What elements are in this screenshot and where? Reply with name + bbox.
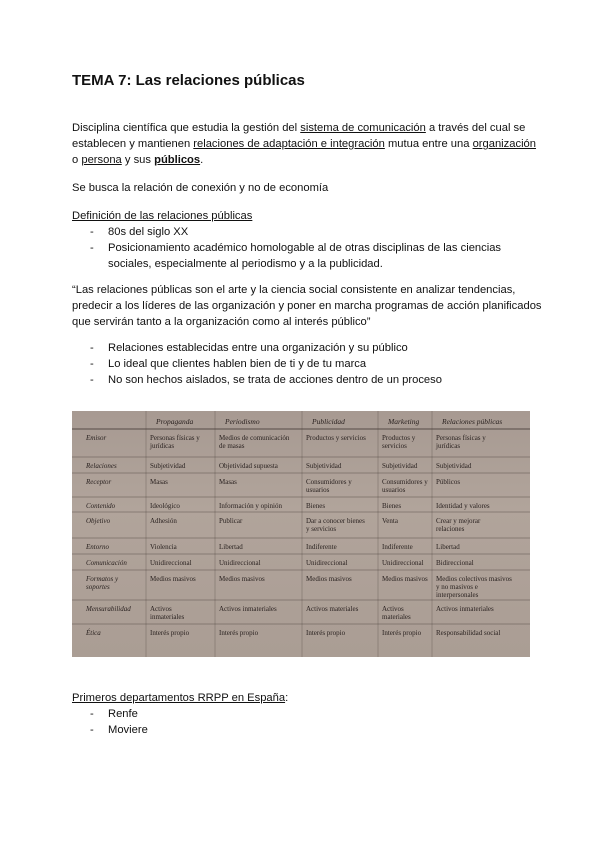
row-label: Comunicación [86,559,127,567]
row-label: Relaciones [86,462,117,470]
table-header: Propaganda [156,417,194,426]
comparison-table-photo [72,411,530,657]
term-relaciones-adaptacion: relaciones de adaptación e integración [193,138,385,150]
table-cell: Medios masivos [219,575,265,583]
term-publicos: públicos [154,154,201,166]
page-title: TEMA 7: Las relaciones públicas [72,72,305,89]
table-cell: Bidireccional [436,559,474,567]
table-cell: Indiferente [382,543,413,551]
row-label: Entorno [86,543,109,551]
table-cell: Medios masivos [150,575,196,583]
table-cell: Objetividad supuesta [219,462,278,470]
table-cell: Activos inmateriales [219,605,277,613]
table-cell: Masas [150,478,168,486]
departments-heading-line [72,690,542,706]
table-cell: Subjetividad [382,462,418,470]
row-label: Emisor [86,434,107,442]
intro-text: . [200,154,204,166]
table-header: Marketing [388,417,420,426]
intro-text: mutua entre una [384,138,473,150]
table-cell: Unidireccional [306,559,348,567]
table-row [86,517,481,533]
table-row [85,575,512,599]
table-cell: Crear y mejorar relaciones [436,517,481,533]
table-cell: Dar a conocer bienes y servicios [306,517,365,533]
table-header: Relaciones públicas [442,417,503,426]
row-label: Receptor [86,478,112,486]
table-cell: Consumidores y usuarios [382,478,428,494]
row-label: Mensurabilidad [86,605,131,613]
table-row [85,434,486,450]
table-cell: Masas [219,478,237,486]
table-cell: Subjetividad [150,462,186,470]
table-cell: Información y opinión [219,502,282,510]
table-header: Publicidad [312,417,345,426]
table-row [85,543,460,551]
row-label: Objetivo [86,517,111,525]
table-cell: Medios masivos [306,575,352,583]
table-cell: Identidad y valores [436,502,490,510]
departments-list [90,706,540,738]
heading-colon: : [285,692,289,704]
list-item: - Lo ideal que clientes hablen bien de ti y de tu marca [90,356,540,372]
intro-paragraph [72,120,542,168]
list-item: - No son hechos aislados, se trata de acciones dentro de un proceso [90,372,540,388]
table-row [85,629,500,637]
table-cell: Ideológico [150,502,180,510]
term-sistema-comunicacion: sistema de comunicación [300,122,426,134]
row-label: Ética [86,629,101,637]
row-label: Contenido [86,502,116,510]
table-cell: Productos y servicios [306,434,366,442]
table-cell: Personas físicas y jurídicas [436,434,486,450]
table-cell: Activos inmateriales [150,605,185,621]
table-cell: Libertad [436,543,460,551]
table-cell: Publicar [219,517,243,525]
table-row [85,605,494,621]
table-cell: Bienes [382,502,402,510]
table-cell: Bienes [306,502,326,510]
table-cell: Unidireccional [219,559,261,567]
table-cell: Medios masivos [382,575,428,583]
table-cell: Medios de comunicación de masas [219,434,290,450]
table-cell: Unidireccional [382,559,424,567]
table-cell: Subjetividad [306,462,342,470]
table-cell: Violencia [150,543,177,551]
row-label: Formatos y soportes [86,575,119,591]
intro-text: y sus [121,154,155,166]
table-cell: Unidireccional [150,559,192,567]
table-cell: Adhesión [150,517,177,525]
table-cell: Consumidores y usuarios [306,478,352,494]
table-cell: Interés propio [219,629,259,637]
list-item: - 80s del siglo XX [90,224,540,240]
table-row [85,462,472,470]
table-cell: Públicos [436,478,461,486]
table-cell: Activos inmateriales [436,605,494,613]
definition-heading: Definición de las relaciones públicas [72,210,253,222]
table-cell: Medios colectivos masivos y no masivos e interpersonales [436,575,512,599]
table-row [85,478,460,494]
list-item: - Renfe [90,706,540,722]
table-cell: Productos y servicios [382,434,416,450]
connection-line: Se busca la relación de conexión y no de economía [72,182,329,194]
table-row [86,559,474,567]
comparison-table [72,411,530,657]
table-cell: Interés propio [150,629,190,637]
departments-heading: Primeros departamentos RRPP en España [72,692,286,704]
table-cell: Subjetividad [436,462,472,470]
list-item: - Moviere [90,722,540,738]
points-list [90,340,540,388]
table-cell: Activos materiales [306,605,359,613]
intro-text: Disciplina científica que estudia la gestión del [72,122,301,134]
table-cell: Responsabilidad social [436,629,501,637]
table-cell: Libertad [219,543,243,551]
list-item: - Posicionamiento académico homologable al de otras disciplinas de las ciencias sociales, especialmente al periodismo y a la publicidad. [90,240,540,272]
definition-list [90,224,540,272]
intro-text: a través del cual se establecen y mantienen [72,122,526,150]
table-cell: Venta [382,517,398,525]
table-cell: Personas físicas y jurídicas [150,434,200,450]
table-cell: Interés propio [382,629,422,637]
table-cell: Interés propio [306,629,346,637]
table-row [86,502,490,510]
term-persona: persona [81,154,122,166]
intro-text: o [72,154,82,166]
quote-paragraph: “Las relaciones públicas son el arte y la ciencia social consistente en analizar tendencias, predecir a los líderes de las organización y poner en marcha programas de acción planificados que servirán tanto a la organización como al interés público” [72,284,542,328]
term-organizacion: organización [472,138,537,150]
table-cell: Indiferente [306,543,337,551]
table-cell: Activos materiales [382,605,411,621]
list-item: - Relaciones establecidas entre una organización y su público [90,340,540,356]
table-header: Periodismo [225,417,260,426]
